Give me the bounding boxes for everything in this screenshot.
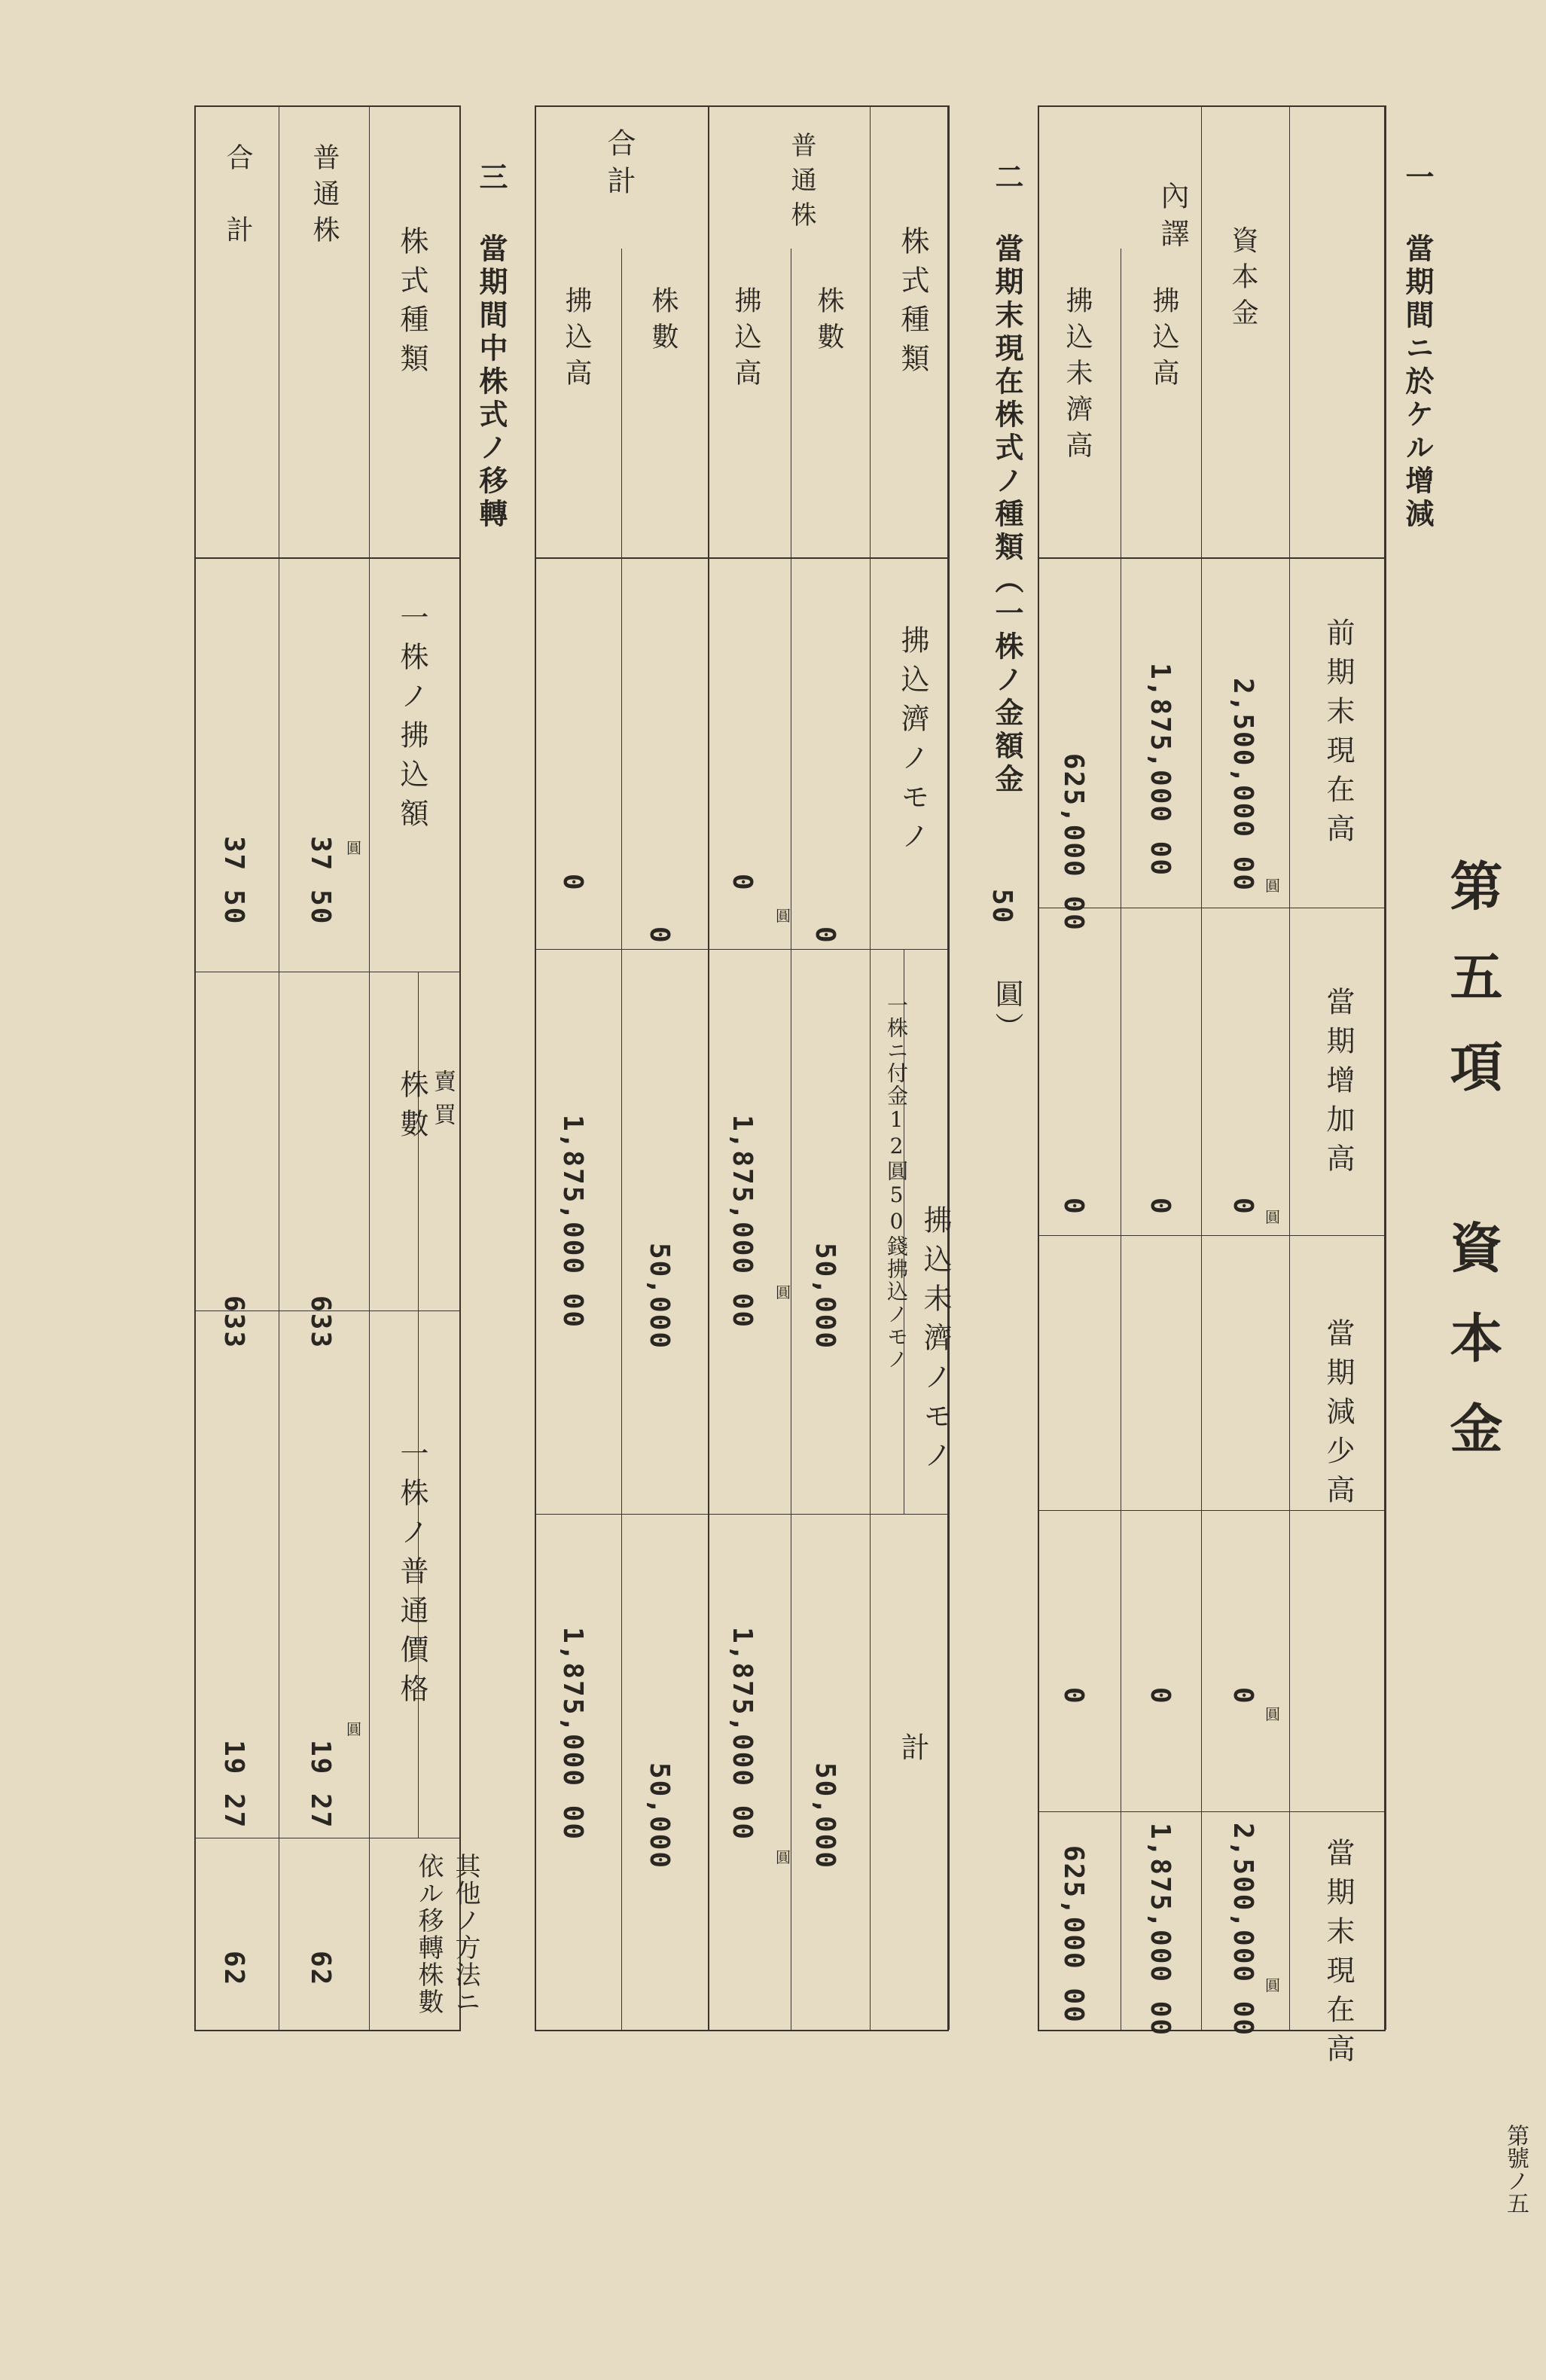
s3-common-other: 62 — [305, 1951, 336, 1987]
s1-unit-2: 圓 — [1265, 1208, 1280, 1226]
s2-col-unpaid: 拂込未濟ノモノ — [919, 1205, 952, 1479]
s1-paid-decrease: 0 — [1145, 1687, 1176, 1705]
s1-capital-end: 2,500,000 00 — [1227, 1823, 1258, 2037]
s2-row-common-paid: 拂込高 — [730, 286, 761, 395]
s2-total-paidamt-total: 1,875,000 00 — [557, 1627, 588, 1841]
section1-rowhead-divider — [1038, 557, 1386, 559]
s3-col-type: 株式種類 — [395, 226, 428, 383]
s3-common-price: 19 27 — [305, 1740, 336, 1829]
section2-left-border — [535, 105, 536, 2030]
s2-common-paidamt-total: 1,875,000 00 — [727, 1627, 758, 1841]
s1-col-end: 當期末現在高 — [1322, 1838, 1355, 2073]
s3-total-price: 19 27 — [218, 1740, 249, 1829]
s2-face-value: 50 — [986, 889, 1017, 925]
s1-capital-decrease: 0 — [1227, 1687, 1258, 1705]
s2-total-shares-total: 50,000 — [644, 1762, 675, 1870]
s3-total-per-share: 37 50 — [218, 836, 249, 926]
s2-unit-3: 圓 — [776, 1848, 791, 1866]
s3-common-shares: 633 — [305, 1295, 336, 1350]
section1-top-border — [1038, 105, 1386, 107]
s3-unit: 圓 — [346, 839, 361, 857]
section2-heading: 二 當期末現在株式ノ種類（一株ノ金額金 — [990, 162, 1024, 797]
s2-group-common: 普通株 — [786, 132, 816, 236]
section1-left-border — [1038, 105, 1039, 2030]
s1-unpaid-prev: 625,000 00 — [1058, 753, 1089, 932]
s1-paid-increase: 0 — [1145, 1198, 1176, 1216]
s2-total-paidamt-paid: 0 — [557, 874, 588, 892]
s1-col-prev: 前期末現在高 — [1322, 618, 1355, 853]
s2-common-shares-total: 50,000 — [810, 1762, 840, 1870]
s1-col-decrease: 當期減少高 — [1322, 1318, 1355, 1514]
s3-col-other: 其他ノ方法ニ依ル移轉株數 — [413, 1853, 480, 2015]
s2-col-type: 株式種類 — [896, 226, 929, 383]
page-title: 第五項 資本金 — [1441, 859, 1504, 1491]
s1-unpaid-decrease: 0 — [1058, 1687, 1089, 1705]
s2-face-value-unit: 圓） — [990, 979, 1023, 1045]
s1-unit-3: 圓 — [1265, 1705, 1280, 1723]
s2-unit-2: 圓 — [776, 1283, 791, 1301]
s1-capital-increase: 0 — [1227, 1198, 1258, 1216]
s3-col-per-share: 一株ノ拂込額 — [395, 603, 428, 838]
s3-unit-2: 圓 — [346, 1720, 361, 1738]
s1-capital-prev: 2,500,000 00 — [1227, 678, 1258, 892]
section3-left-border — [194, 105, 196, 2030]
s3-row-common-label: 普通株 — [309, 143, 340, 252]
s2-group-total: 合計 — [602, 128, 636, 203]
s2-col-unpaid-sub: 一株ニ付金12圓50錢拂込ノモノ — [884, 994, 909, 1371]
s1-unit-4: 圓 — [1265, 1976, 1280, 1994]
s1-unpaid-increase: 0 — [1058, 1198, 1089, 1216]
section3-right-border — [459, 105, 461, 2030]
section2-right-border — [947, 105, 950, 2030]
section1-heading: 一 當期間ニ於ケル增減 — [1401, 162, 1435, 532]
s1-paid-prev: 1,875,000 00 — [1145, 663, 1176, 877]
page-number: 第號ノ五 — [1502, 2124, 1529, 2214]
s3-col-trade: 賣買 — [429, 1069, 456, 1136]
s2-common-shares-paid: 0 — [810, 926, 840, 944]
s3-common-per-share: 37 50 — [305, 836, 336, 926]
s3-total-shares: 633 — [218, 1295, 249, 1350]
s2-col-total: 計 — [896, 1732, 929, 1771]
s2-total-paidamt-unpaid: 1,875,000 00 — [557, 1115, 588, 1329]
s1-unit: 圓 — [1265, 877, 1280, 895]
s2-unit: 圓 — [776, 907, 791, 925]
s2-row-total-paid: 拂込高 — [561, 286, 592, 395]
section1-right-border — [1384, 105, 1386, 2030]
s3-col-price: 一株ノ普通價格 — [395, 1439, 428, 1713]
s1-row-capital-label: 資本金 — [1227, 226, 1258, 334]
s2-common-paidamt-paid: 0 — [727, 874, 758, 892]
s1-row-unpaid-label: 拂込未濟高 — [1062, 286, 1093, 467]
s2-common-shares-unpaid: 50,000 — [810, 1243, 840, 1350]
s1-paid-end: 1,875,000 00 — [1145, 1823, 1176, 2037]
s1-row-paid-label: 拂込高 — [1148, 286, 1179, 395]
section3-heading: 三 當期間中株式ノ移轉 — [474, 162, 508, 532]
s2-total-shares-paid: 0 — [644, 926, 675, 944]
s2-col-paid: 拂込濟ノモノ — [896, 625, 929, 860]
s2-common-paidamt-unpaid: 1,875,000 00 — [727, 1115, 758, 1329]
s3-row-total-label: 合計 — [222, 143, 253, 288]
s1-col-increase: 當期增加高 — [1322, 987, 1355, 1182]
s1-unpaid-end: 625,000 00 — [1058, 1845, 1089, 2024]
s3-col-shares: 株數 — [395, 1069, 428, 1148]
s2-total-shares-unpaid: 50,000 — [644, 1243, 675, 1350]
s2-row-common-shares: 株數 — [813, 286, 844, 359]
s2-row-total-shares: 株數 — [648, 286, 678, 359]
s3-total-other: 62 — [218, 1951, 249, 1987]
s1-breakdown-label: 內譯 — [1156, 181, 1189, 256]
